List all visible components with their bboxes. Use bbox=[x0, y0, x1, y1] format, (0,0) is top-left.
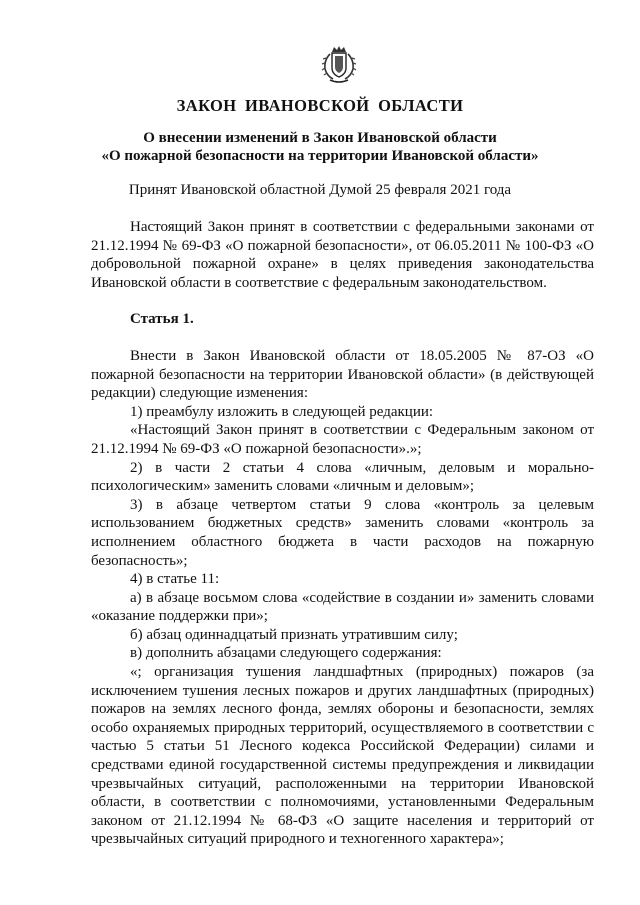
article-paragraph: а) в абзаце восьмом слова «содействие в создании и» заменить словами «оказание поддержки при»; bbox=[91, 589, 594, 625]
article-paragraph: 4) в статье 11: bbox=[130, 571, 220, 588]
ivanovo-coat-of-arms-icon bbox=[318, 44, 360, 86]
article-paragraph: 1) преамбулу изложить в следующей редакции: bbox=[130, 403, 434, 420]
adoption-line: Принят Ивановской областной Думой 25 февраля 2021 года bbox=[128, 182, 512, 198]
article-1-heading: Статья 1. bbox=[130, 311, 194, 328]
subtitle-line-1: О внесении изменений в Закон Ивановской области bbox=[143, 130, 497, 146]
intro-paragraph: Настоящий Закон принят в соответствии с федеральными законами от 21.12.1994 № 69-ФЗ «О пожарной безопасности», от 06.05.2011 № 100-ФЗ «О добровольной пожарной охране» в целях приведения законодательства Ивановской области в соответствие с федеральным законодательством. bbox=[91, 219, 594, 291]
article-paragraph: 3) в абзаце четвертом статьи 9 слова «контроль за целевым использованием бюджетных средств» заменить словами «контроль за исполнением областного бюджета в части расходов на пожарную безопасность»; bbox=[91, 496, 594, 569]
article-paragraph: б) абзац одиннадцатый признать утратившим силу; bbox=[130, 626, 458, 643]
article-paragraph: «Настоящий Закон принят в соответствии с Федеральным законом от 21.12.1994 № 69-ФЗ «О пожарной безопасности».»; bbox=[91, 422, 594, 457]
article-paragraph: 2) в части 2 статьи 4 слова «личным, деловым и морально-психологическим» заменить словами «личным и деловым»; bbox=[91, 459, 594, 495]
article-paragraph: в) дополнить абзацами следующего содержания: bbox=[130, 645, 442, 662]
document-title: ЗАКОН ИВАНОВСКОЙ ОБЛАСТИ bbox=[176, 96, 464, 115]
subtitle-line-2: «О пожарной безопасности на территории Ивановской области» bbox=[101, 148, 539, 164]
document-body bbox=[91, 218, 594, 849]
article-paragraph: Внести в Закон Ивановской области от 18.05.2005 № 87-ОЗ «О пожарной безопасности на территории Ивановской области» (в действующей редакции) следующие изменения: bbox=[91, 347, 594, 402]
document-subtitle bbox=[0, 129, 640, 165]
article-paragraph: «; организация тушения ландшафтных (природных) пожаров (за исключением тушения лесных пожаров и других ландшафтных (природных) пожаров на землях лесного фонда, землях обороны и безопасности, землях особо охраняемых природных территорий, осуществляемого в соответствии с частью 5 статьи 51 Лесного кодекса Российской Федерации) силами и средствами единой государственной системы предупреждения и ликвидации чрезвычайных ситуаций, расположенными на территории Ивановской области, в соответствии с полномочиями, установленными Федеральным законом от 21.12.1994 № 68-ФЗ «О защите населения и территорий от чрезвычайных ситуаций природного и техногенного характера»; bbox=[91, 664, 594, 848]
